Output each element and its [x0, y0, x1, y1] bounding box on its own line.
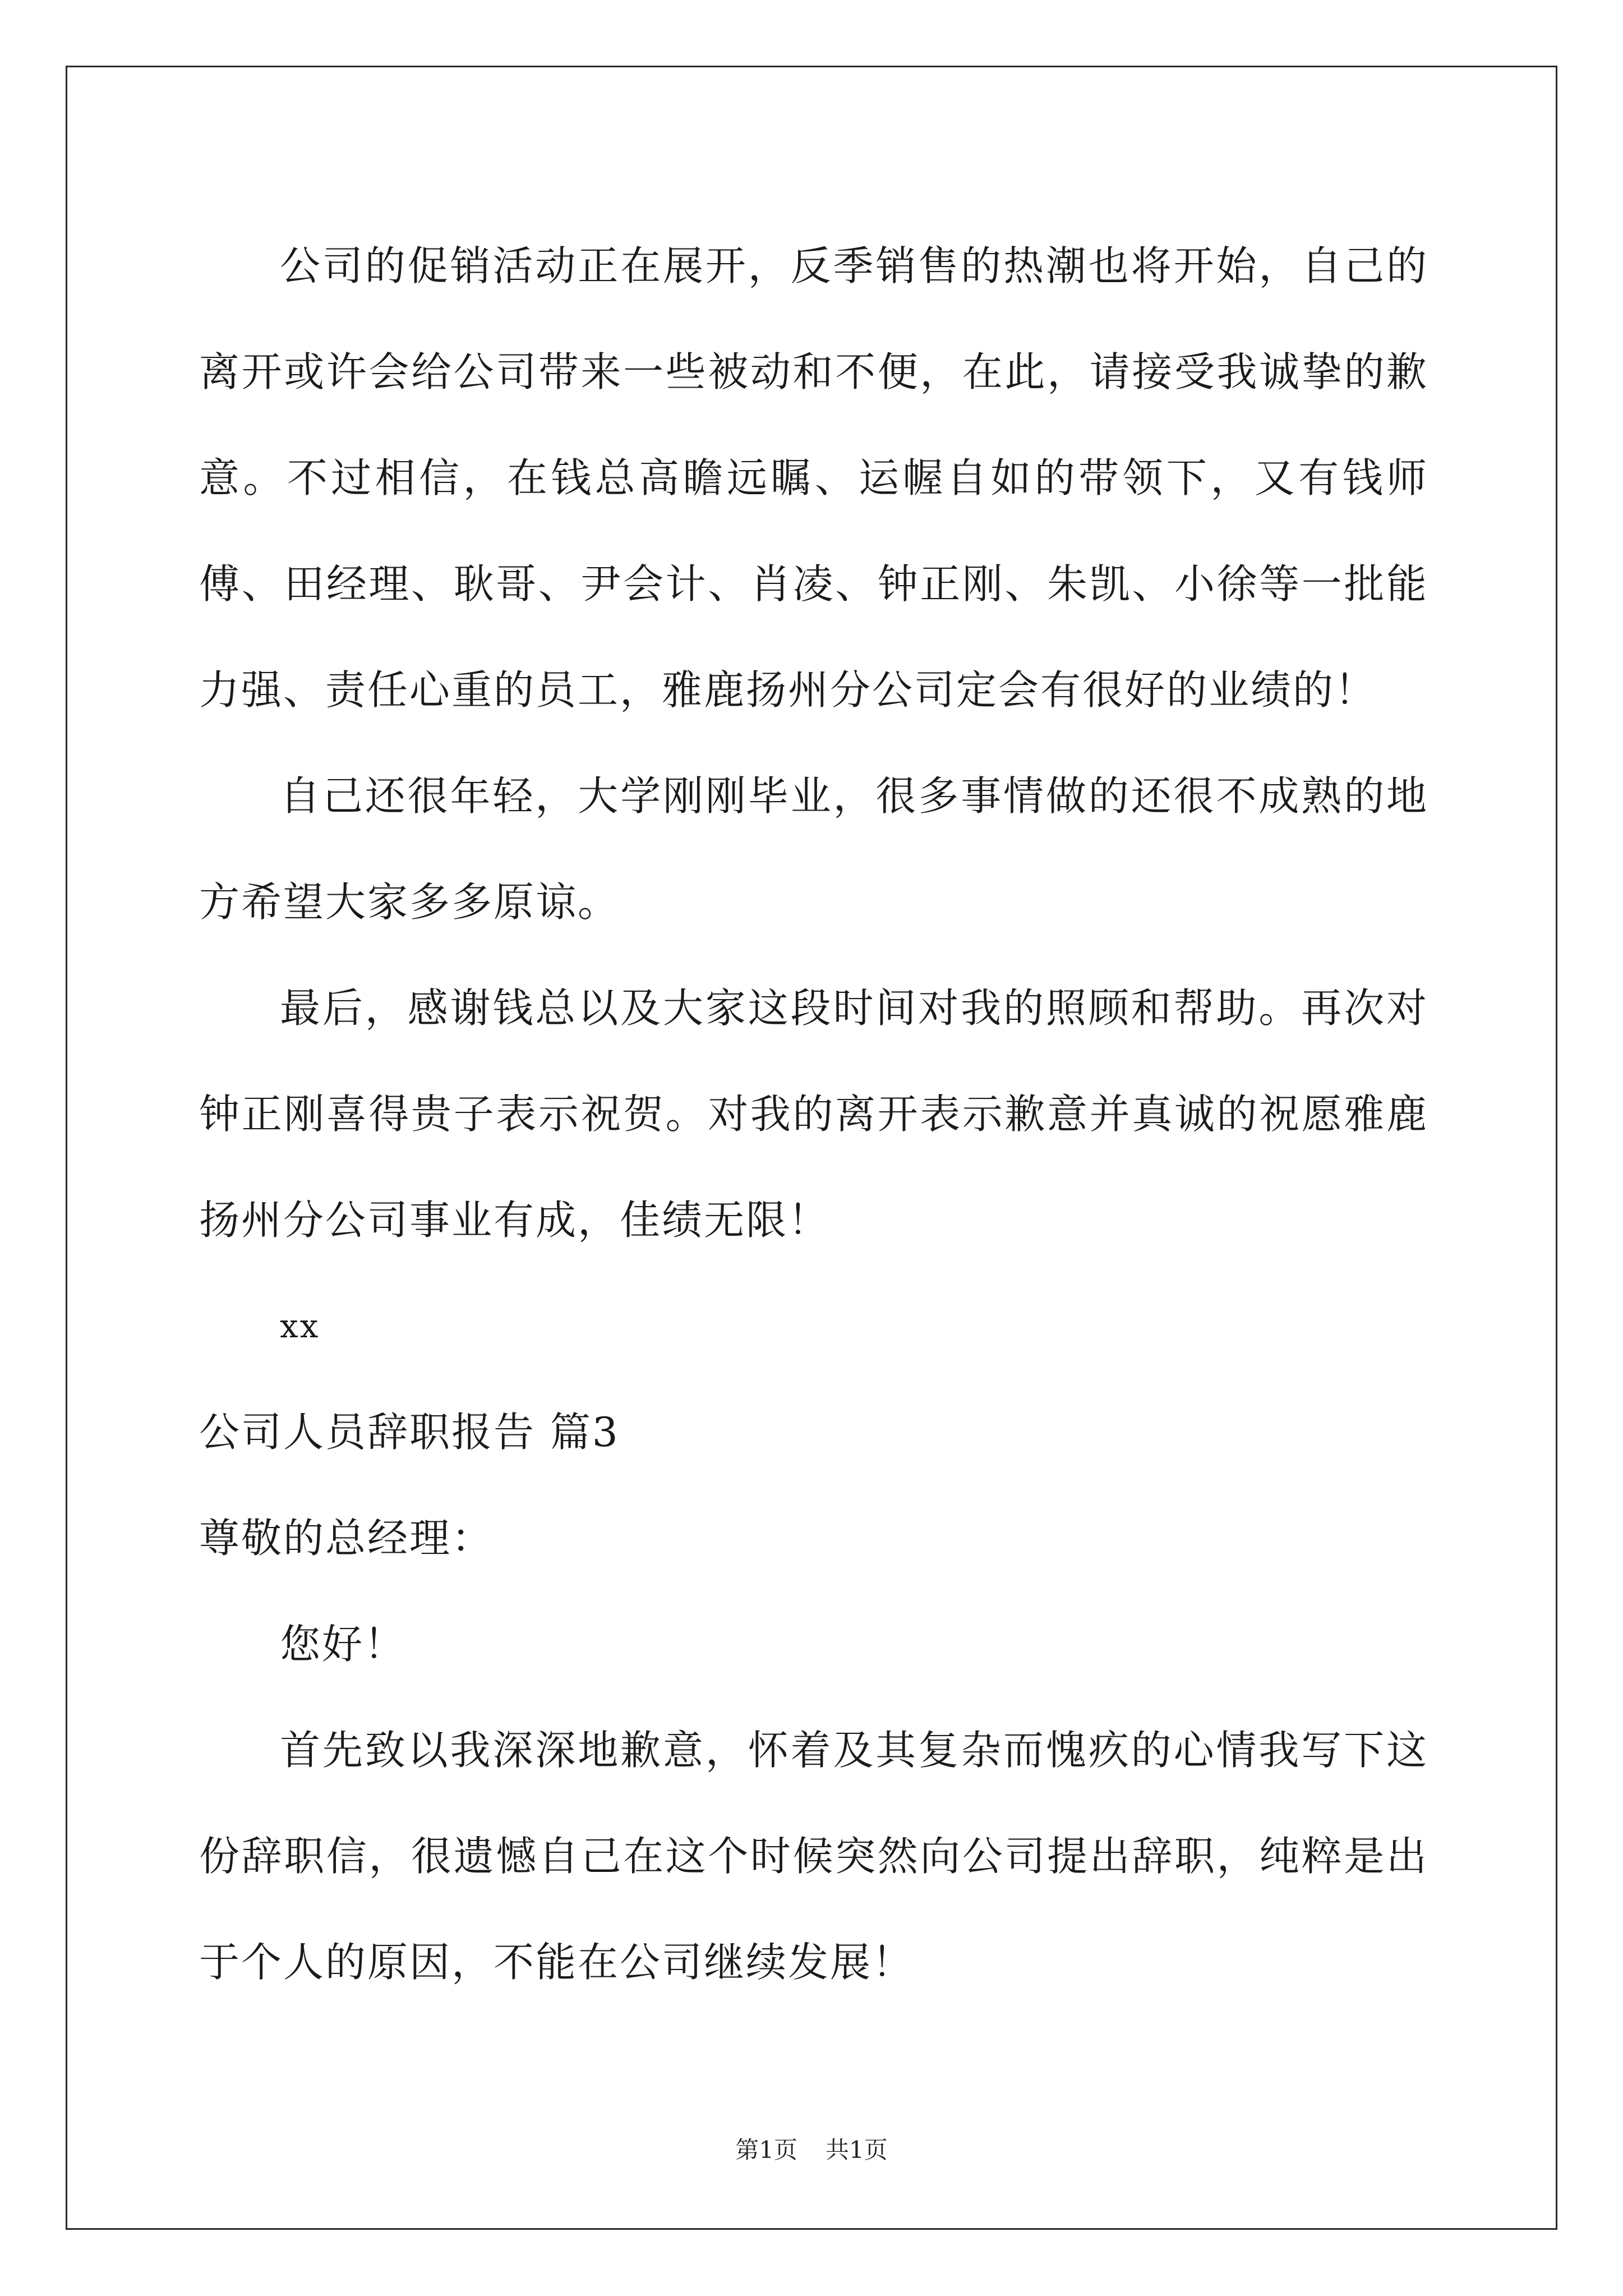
signature: xx — [280, 1307, 320, 1345]
salutation: 尊敬的总经理： — [199, 1515, 494, 1562]
page-total: 共1页 — [826, 2136, 888, 2164]
page-current: 第1页 — [735, 2136, 797, 2164]
greeting: 您好！ — [280, 1621, 407, 1668]
section-heading: 公司人员辞职报告 篇3 — [199, 1409, 620, 1456]
document-body — [199, 213, 1428, 2016]
paragraph-thanks: 最后，感谢钱总以及大家这段时间对我的照顾和帮助。再次对钟正刚喜得贵子表示祝贺。对我的离开表示歉意并真诚的祝愿雅鹿扬州分公司事业有成，佳绩无限！ — [199, 984, 1428, 1244]
paragraph-young: 自己还很年轻，大学刚刚毕业，很多事情做的还很不成熟的地方希望大家多多原谅。 — [199, 772, 1428, 926]
paragraph-apology: 首先致以我深深地歉意，怀着及其复杂而愧疚的心情我写下这份辞职信，很遗憾自己在这个时候突然向公司提出辞职，纯粹是出于个人的原因，不能在公司继续发展！ — [199, 1727, 1428, 1986]
page-footer — [0, 2133, 1623, 2167]
paragraph-promotion: 公司的促销活动正在展开，反季销售的热潮也将开始，自己的离开或许会给公司带来一些被动和不便，在此，请接受我诚挚的歉意。不过相信，在钱总高瞻远瞩、运幄自如的带领下，又有钱师傅、田经理、耿哥、尹会计、肖凌、钟正刚、朱凯、小徐等一批能力强、责任心重的员工，雅鹿扬州分公司定会有很好的业绩的！ — [199, 242, 1428, 714]
